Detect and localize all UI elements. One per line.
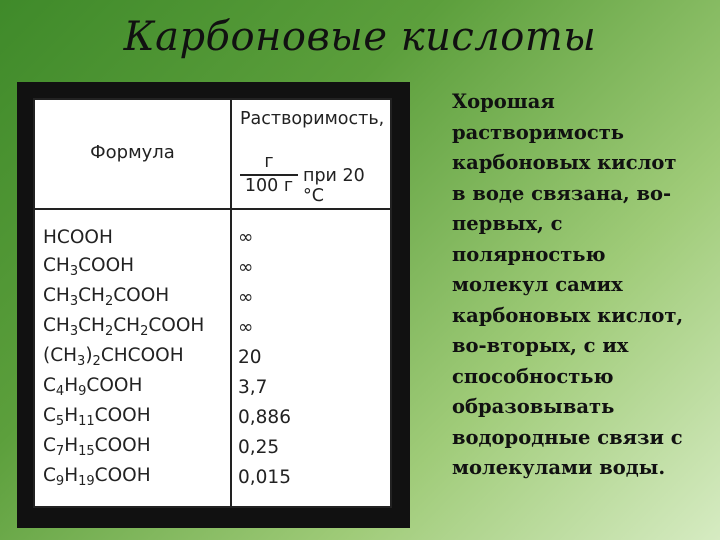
solubility-value: ∞ xyxy=(238,286,254,308)
solubility-value: 3,7 xyxy=(238,376,268,398)
formula-subscript: 2 xyxy=(140,324,149,339)
solubility-value: 0,886 xyxy=(238,406,291,428)
formula-subscript: 9 xyxy=(78,384,87,399)
formula-subscript: 9 xyxy=(55,474,65,489)
formula-cell xyxy=(43,435,230,459)
formula-cell xyxy=(43,255,230,279)
formula-text: CHCOOH xyxy=(100,345,184,366)
formula-subscript: 5 xyxy=(55,414,65,429)
formula-text: H xyxy=(64,465,79,486)
formula-text: COOH xyxy=(94,435,151,456)
header-temperature: при 20 °С xyxy=(303,166,365,206)
formula-text: H xyxy=(64,435,79,456)
formula-text: C xyxy=(43,435,56,456)
formula-text: H xyxy=(64,375,79,396)
table-row xyxy=(43,402,413,432)
formula-text: CH xyxy=(43,285,70,306)
fraction-numerator: г xyxy=(264,152,274,172)
solubility-value: 0,015 xyxy=(238,466,291,488)
formula-text: H xyxy=(64,405,79,426)
formula-text: CH xyxy=(78,315,105,336)
formula-cell xyxy=(43,227,230,248)
table-row xyxy=(43,252,413,282)
slide-text: Хорошая растворимость карбоновых кислот в воде связана, во- первых, с полярностью молекул самих карбоновых кислот, во-вторых, с их способностью образовывать водородные связи с молекулами воды. xyxy=(452,90,684,479)
formula-subscript: 3 xyxy=(69,264,79,279)
formula-text: COOH xyxy=(86,375,143,396)
formula-text: C xyxy=(43,375,56,396)
solubility-table xyxy=(33,98,392,508)
solubility-value: ∞ xyxy=(238,316,254,338)
header-solubility: Растворимость, xyxy=(240,109,385,129)
formula-subscript: 15 xyxy=(78,444,95,459)
formula-subscript: 2 xyxy=(104,324,114,339)
header-unit-fraction xyxy=(240,152,298,196)
formula-text: C xyxy=(43,465,56,486)
formula-text: COOH xyxy=(94,465,151,486)
formula-cell xyxy=(43,465,230,489)
formula-text: CH xyxy=(78,285,105,306)
formula-text: CH xyxy=(43,255,70,276)
table-row xyxy=(43,372,413,402)
formula-cell xyxy=(43,345,230,369)
table-frame xyxy=(17,82,410,528)
formula-subscript: 3 xyxy=(69,324,79,339)
table-row xyxy=(43,312,413,342)
formula-subscript: 7 xyxy=(55,444,65,459)
formula-text: COOH xyxy=(148,315,205,336)
formula-cell xyxy=(43,405,230,429)
header-formula: Формула xyxy=(90,142,175,163)
table-row xyxy=(43,432,413,462)
formula-cell xyxy=(43,315,230,339)
solubility-value: 20 xyxy=(238,346,262,368)
table-row xyxy=(43,342,413,372)
table-body xyxy=(43,222,413,492)
slide-title: Карбоновые кислоты xyxy=(123,14,597,60)
table-row xyxy=(43,462,413,492)
formula-text: HCOOH xyxy=(43,226,113,248)
formula-text: (CH xyxy=(43,345,78,366)
table-row xyxy=(43,222,413,252)
solubility-value: ∞ xyxy=(238,226,254,248)
formula-cell xyxy=(43,375,230,399)
table-row xyxy=(43,282,413,312)
formula-text: COOH xyxy=(78,255,135,276)
formula-text: COOH xyxy=(94,405,151,426)
formula-subscript: 3 xyxy=(77,354,86,369)
formula-text: C xyxy=(43,405,56,426)
formula-text: ) xyxy=(85,345,93,366)
header-divider xyxy=(35,208,390,210)
formula-text: COOH xyxy=(113,285,170,306)
formula-cell xyxy=(43,285,230,309)
solubility-value: ∞ xyxy=(238,256,254,278)
formula-subscript: 4 xyxy=(55,384,65,399)
formula-subscript: 19 xyxy=(78,474,95,489)
formula-text: CH xyxy=(113,315,141,336)
solubility-value: 0,25 xyxy=(238,436,280,458)
formula-subscript: 2 xyxy=(92,354,101,369)
formula-subscript: 2 xyxy=(104,294,114,309)
fraction-denominator: 100 г xyxy=(244,176,294,196)
formula-subscript: 3 xyxy=(69,294,79,309)
formula-subscript: 11 xyxy=(78,414,95,429)
formula-text: CH xyxy=(43,315,70,336)
